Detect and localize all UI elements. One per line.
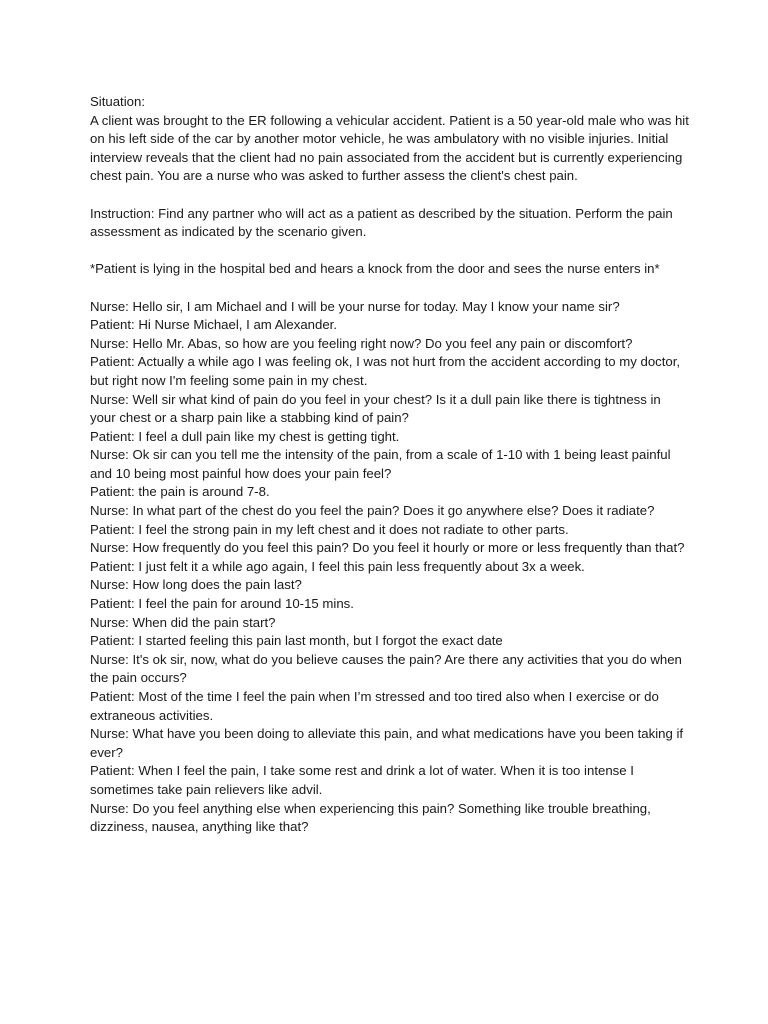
dialogue-line: Nurse: Ok sir can you tell me the intensity of the pain, from a scale of 1-10 with 1 being least painful and 10 being most painful how does your pain feel?: [90, 447, 671, 481]
dialogue-line: Patient: Hi Nurse Michael, I am Alexander.: [90, 317, 338, 333]
dialogue-line: Patient: I started feeling this pain last month, but I forgot the exact date: [90, 633, 503, 649]
dialogue-line: Nurse: In what part of the chest do you feel the pain? Does it go anywhere else? Does it radiate?: [90, 503, 655, 519]
dialogue-line: Patient: I just felt it a while ago again, I feel this pain less frequently about 3x a week.: [90, 558, 585, 574]
dialogue-line: Patient: the pain is around 7-8.: [90, 484, 270, 500]
situation-heading: Situation:: [90, 94, 145, 109]
dialogue-line: Nurse: What have you been doing to alleviate this pain, and what medications have you been taking if ever?: [90, 726, 684, 760]
paragraph-gap: [90, 279, 690, 298]
dialogue-line: Patient: I feel a dull pain like my chest is getting tight.: [90, 428, 400, 444]
dialogue-line: Nurse: It's ok sir, now, what do you believe causes the pain? Are there any activities that you do when the pain occurs?: [90, 651, 682, 686]
document-page: [90, 93, 690, 837]
instruction-text: Instruction: Find any partner who will act as a patient as described by the situation. Perform the pain assessment as indicated by the scenario given.: [90, 205, 673, 240]
dialogue-line: Nurse: Well sir what kind of pain do you feel in your chest? Is it a dull pain like there is tightness in your chest or a sharp pain like a stabbing kind of pain?: [90, 391, 661, 426]
dialogue-line: Nurse: How frequently do you feel this pain? Do you feel it hourly or more or less frequently than that?: [90, 540, 685, 556]
dialogue-line: Patient: I feel the pain for around 10-15 mins.: [90, 596, 354, 612]
dialogue-line: Nurse: Do you feel anything else when experiencing this pain? Something like trouble breathing, dizziness, nausea, anything like that?: [90, 800, 651, 835]
stage-direction: *Patient is lying in the hospital bed and hears a knock from the door and sees the nurse enters in*: [90, 261, 660, 277]
dialogue-line: Patient: Most of the time I feel the pain when I’m stressed and too tired also when I exercise or do extraneous activities.: [90, 689, 659, 723]
dialogue-line: Patient: When I feel the pain, I take some rest and drink a lot of water. When it is too intense I sometimes take pain relievers like advil.: [90, 763, 634, 797]
dialogue-line: Nurse: When did the pain start?: [90, 614, 276, 630]
dialogue-line: Patient: Actually a while ago I was feeling ok, I was not hurt from the accident according to my doctor, but right now I'm feeling some pain in my chest.: [90, 354, 681, 388]
dialogue-line: Nurse: Hello Mr. Abas, so how are you feeling right now? Do you feel any pain or discomfort?: [90, 335, 633, 351]
situation-text: A client was brought to the ER following a vehicular accident. Patient is a 50 year-old male who was hit on his left side of the car by another motor vehicle, he was ambulatory with no visible injuries. Initial interview reveals that the client had no pain associated from the accident but is currently experiencing chest pain. You are a nurse who was asked to further assess the client's chest pain.: [90, 112, 689, 184]
dialogue-line: Nurse: How long does the pain last?: [90, 577, 302, 593]
dialogue-line: Nurse: Hello sir, I am Michael and I will be your nurse for today. May I know your name sir?: [90, 298, 620, 314]
paragraph-gap: [90, 242, 690, 261]
dialogue-line: Patient: I feel the strong pain in my left chest and it does not radiate to other parts.: [90, 521, 569, 537]
paragraph-gap: [90, 186, 690, 205]
